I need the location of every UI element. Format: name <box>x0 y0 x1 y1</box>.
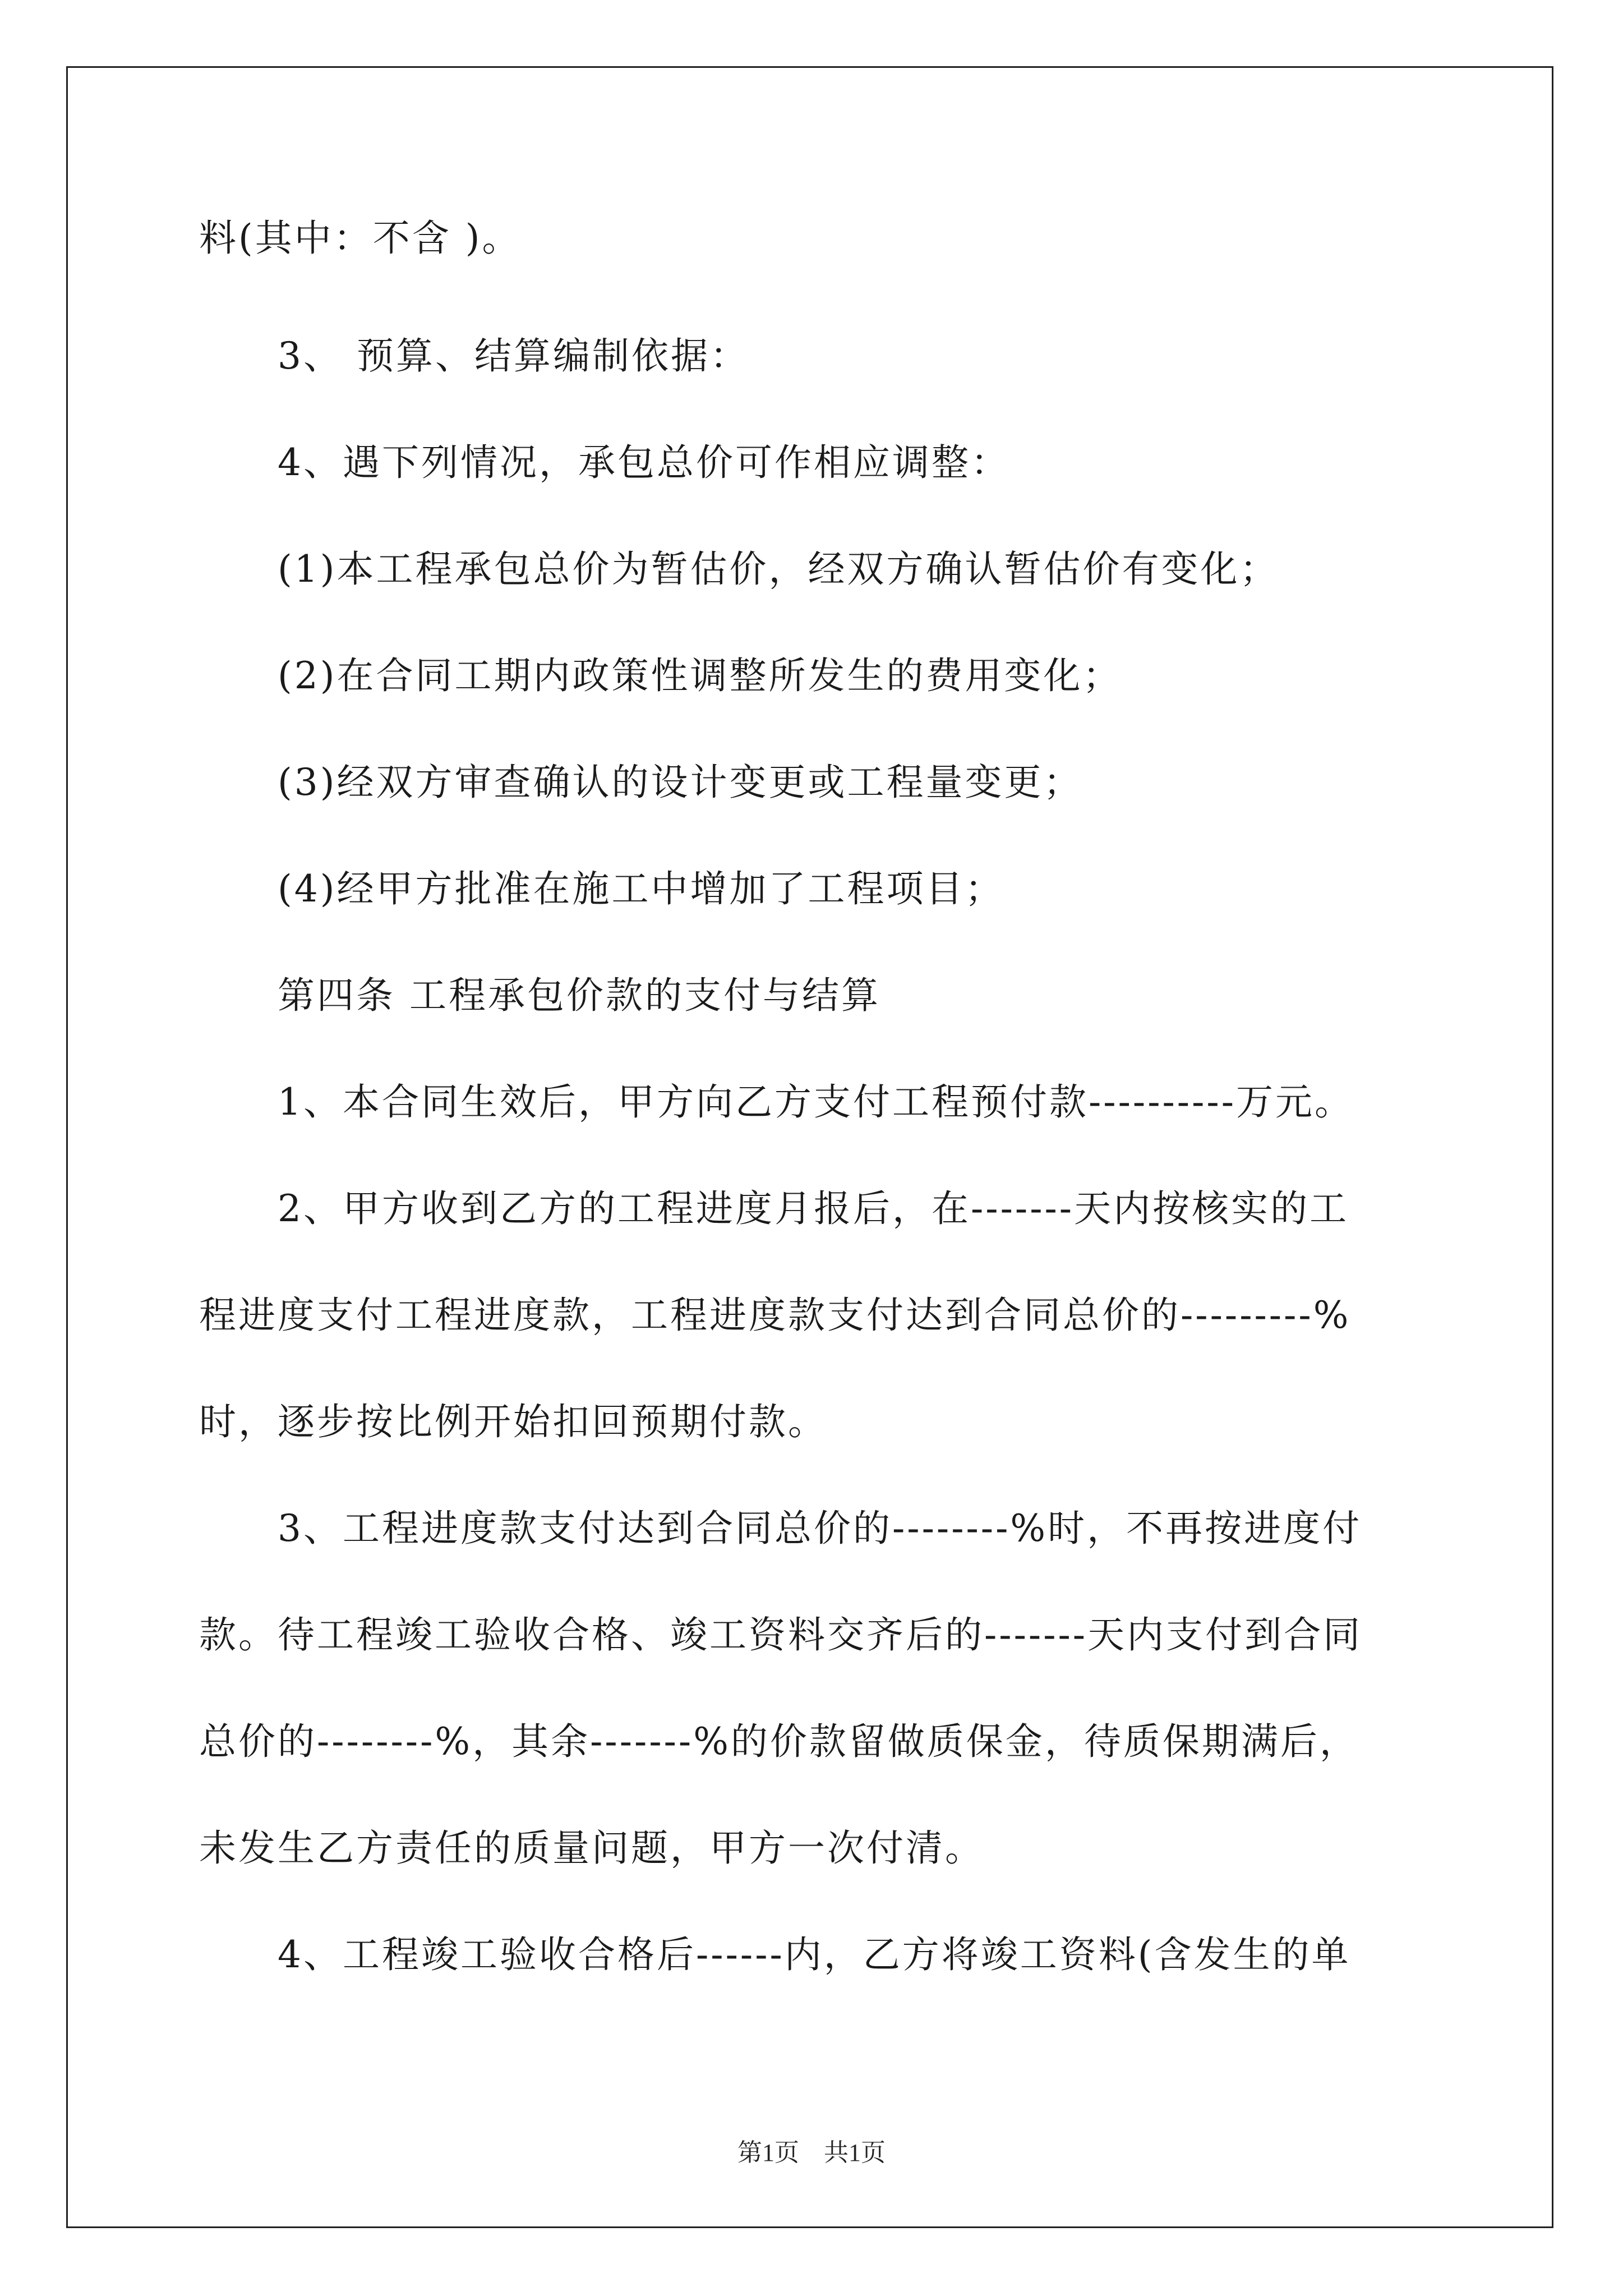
text-line-7: (4)经甲方批准在施工中增加了工程项目； <box>278 867 1004 910</box>
page-footer: 第1页 共1页 <box>737 2139 886 2166</box>
text-line-13: 3、工程进度款支付达到合同总价的--------%时，不再按进度付 <box>278 1507 1362 1550</box>
section-heading: 第四条 工程承包价款的支付与结算 <box>278 974 880 1017</box>
text-line-6: (3)经双方审查确认的设计变更或工程量变更； <box>278 761 1083 804</box>
text-line-17: 4、工程竣工验收合格后------内，乙方将竣工资料(含发生的单 <box>278 1933 1351 1976</box>
text-line-4: (1)本工程承包总价为暂估价，经双方确认暂估价有变化； <box>278 547 1279 591</box>
text-line-9: 1、本合同生效后，甲方向乙方支付工程预付款----------万元。 <box>278 1080 1354 1124</box>
text-line-15: 总价的--------%，其余-------%的价款留做质保金，待质保期满后， <box>199 1720 1359 1763</box>
text-line-5: (2)在合同工期内政策性调整所发生的费用变化； <box>278 654 1122 697</box>
text-line-10: 2、甲方收到乙方的工程进度月报后，在-------天内按核实的工 <box>278 1187 1349 1230</box>
page-border <box>66 66 1553 2228</box>
text-line-3: 4、遇下列情况，承包总价可作相应调整： <box>278 441 1010 484</box>
text-line-16: 未发生乙方责任的质量问题，甲方一次付清。 <box>199 1826 984 1870</box>
text-line-1: 料(其中：不含 )。 <box>199 217 522 260</box>
text-line-12: 时，逐步按比例开始扣回预期付款。 <box>199 1400 827 1443</box>
text-line-2: 3、 预算、结算编制依据： <box>278 334 749 378</box>
text-line-14: 款。待工程竣工验收合格、竣工资料交齐后的-------天内支付到合同 <box>199 1613 1363 1657</box>
text-line-11: 程进度支付工程进度款，工程进度款支付达到合同总价的---------% <box>199 1294 1351 1337</box>
